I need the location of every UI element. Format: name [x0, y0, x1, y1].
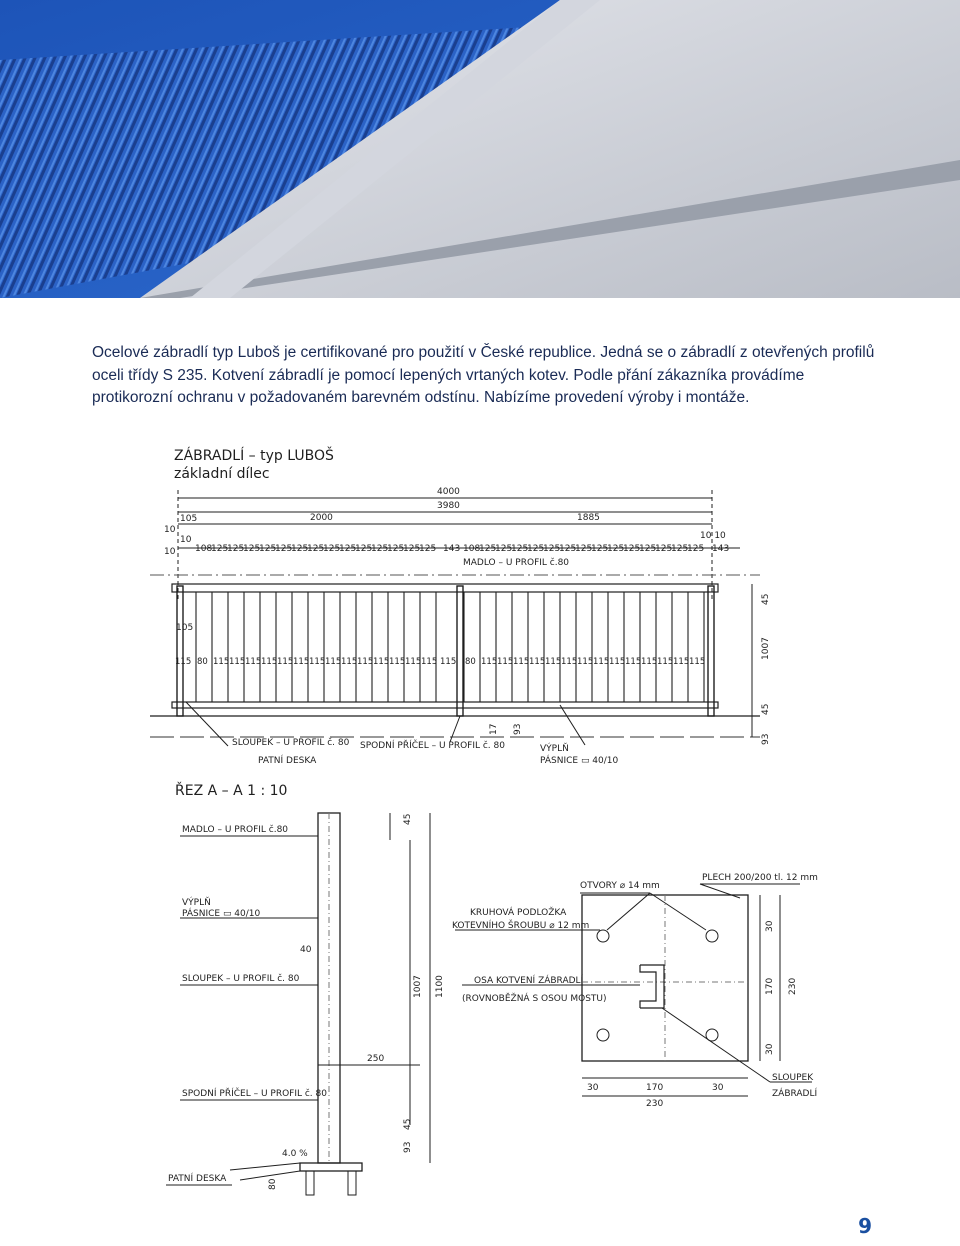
dim-10-10: 10 10 — [700, 531, 726, 541]
plate-dim-30a: 30 — [587, 1083, 599, 1093]
dim-125: 125 — [227, 544, 245, 554]
plate-label-axis-2: (ROVNOBĚŽNÁ S OSOU MOSTU) — [462, 994, 607, 1004]
dim-125: 125 — [639, 544, 657, 554]
dim-125: 125 — [259, 544, 277, 554]
dim-115: 115 — [277, 657, 294, 667]
sec-dim-250: 250 — [367, 1054, 385, 1064]
dim-125: 125 — [243, 544, 261, 554]
dim-125: 125 — [591, 544, 609, 554]
dim-80: 80 — [465, 657, 476, 667]
dim-115: 115 — [373, 657, 390, 667]
dim-125: 125 — [671, 544, 689, 554]
dim-125: 125 — [623, 544, 641, 554]
sec-label-infill: VÝPLŇ — [182, 898, 211, 908]
dim-115: 115 — [593, 657, 610, 667]
dim-125: 125 — [511, 544, 529, 554]
dim-115: 115 — [213, 657, 230, 667]
dim-1885: 1885 — [577, 513, 600, 523]
elevation-subtitle: základní dílec — [174, 466, 270, 482]
dim-115: 115 — [561, 657, 578, 667]
sec-dim-45b: 45 — [403, 1118, 413, 1130]
sec-label-handrail: MADLO – U PROFIL č.80 — [182, 825, 289, 835]
sec-label-flat-bar: PÁSNICE ▭ 40/10 — [182, 909, 261, 919]
plate-dim-h30a: 30 — [765, 920, 775, 932]
plate-dim-h170: 170 — [765, 977, 775, 995]
dim-115: 115 — [673, 657, 690, 667]
dim-115: 115 — [513, 657, 530, 667]
balusters — [196, 592, 704, 702]
intro-text: Ocelové zábradlí typ Luboš je certifikované pro použití v České republice. Jedná se o zábradlí z otevřených profilů oceli třídy S 235. Kotvení zábradlí je pomocí lepených vrtaných kotev. Podle přání zákazníka provádíme protikorozní ochranu v požadovaném barevném odstínu. Nabízíme provedení výroby i montáže. — [92, 344, 875, 406]
dim-80: 80 — [197, 657, 208, 667]
dim-125: 125 — [575, 544, 593, 554]
dim-115: 115 — [689, 657, 706, 667]
dim-115: 115 — [641, 657, 658, 667]
sec-label-post: SLOUPEK – U PROFIL č. 80 — [182, 974, 300, 984]
dim-125: 125 — [307, 544, 325, 554]
dim-125: 125 — [559, 544, 577, 554]
dim-125: 125 — [275, 544, 293, 554]
plate-label-sheet: PLECH 200/200 tl. 12 mm — [702, 873, 818, 883]
dim-125: 125 — [527, 544, 545, 554]
dim-125: 125 — [387, 544, 405, 554]
dim-125: 125 — [495, 544, 513, 554]
dim-125: 125 — [543, 544, 561, 554]
dim-125: 125 — [371, 544, 389, 554]
dim-115: 115 — [261, 657, 278, 667]
plate-label-washer-1: KRUHOVÁ PODLOŽKA — [470, 908, 567, 918]
dim-115: 115 — [609, 657, 626, 667]
dim-115: 115 — [481, 657, 498, 667]
dim-115: 115 — [245, 657, 262, 667]
plate-dim-h230: 230 — [788, 977, 798, 995]
dim-125: 125 — [607, 544, 625, 554]
sec-dim-1100: 1100 — [435, 975, 445, 998]
dim-115: 115 — [497, 657, 514, 667]
dim-125: 125 — [479, 544, 497, 554]
dim-115: 115 — [405, 657, 422, 667]
plate-label-axis-1: OSA KOTVENÍ ZÁBRADLÍ — [474, 976, 584, 986]
label-post: SLOUPEK – U PROFIL č. 80 — [232, 738, 350, 748]
sec-label-base-plate: PATNÍ DESKA — [168, 1174, 227, 1184]
dim-17: 17 — [489, 723, 499, 735]
sec-label-bottom-rail: SPODNÍ PŘÍČEL – U PROFIL č. 80 — [182, 1089, 327, 1099]
label-handrail: MADLO – U PROFIL č.80 — [463, 558, 570, 568]
dim-115: 115 — [309, 657, 326, 667]
dim-2000: 2000 — [310, 513, 333, 523]
dim-115: 115 — [293, 657, 310, 667]
dim-115: 115 — [657, 657, 674, 667]
plate-label-washer-2: KOTEVNÍHO ŠROUBU ⌀ 12 mm — [452, 921, 590, 931]
page-number: 9 — [858, 1214, 872, 1238]
sec-dim-45a: 45 — [403, 813, 413, 825]
dim-45-top: 45 — [761, 593, 771, 605]
plate-label-holes: OTVORY ⌀ 14 mm — [580, 881, 660, 891]
dim-115: 115 — [625, 657, 642, 667]
dim-115: 115 — [389, 657, 406, 667]
dim-115: 115 — [577, 657, 594, 667]
sec-dim-40: 40 — [300, 945, 312, 955]
dim-143: 143 — [712, 544, 730, 554]
dim-125: 125 — [419, 544, 437, 554]
label-bottom-rail: SPODNÍ PŘÍČEL – U PROFIL č. 80 — [360, 741, 505, 751]
dim-125: 125 — [687, 544, 705, 554]
dim-115: 115 — [421, 657, 438, 667]
technical-drawing — [0, 420, 960, 1246]
dim-125: 125 — [211, 544, 229, 554]
dim-45-bottom: 45 — [761, 703, 771, 715]
dim-125: 125 — [655, 544, 673, 554]
dim-10-inner: 10 — [180, 535, 192, 545]
plate-dim-170a: 170 — [646, 1083, 664, 1093]
dim-115: 115 — [545, 657, 562, 667]
dim-108: 108 — [195, 544, 213, 554]
dim-115: 115 — [229, 657, 246, 667]
section-title: ŘEZ A – A 1 : 10 — [175, 783, 288, 799]
dim-125: 125 — [323, 544, 341, 554]
dim-93-side: 93 — [761, 733, 771, 745]
sec-dim-80: 80 — [268, 1178, 278, 1190]
dim-93-mid: 93 — [513, 723, 523, 735]
dim-115: 115 — [357, 657, 374, 667]
label-flat-bar: PÁSNICE ▭ 40/10 — [540, 756, 619, 766]
dim-115: 115 — [341, 657, 358, 667]
elevation-title: ZÁBRADLÍ – typ LUBOŠ — [174, 448, 334, 464]
dim-4000: 4000 — [437, 487, 460, 497]
dim-125: 125 — [403, 544, 421, 554]
plate-label-post-2: ZÁBRADLÍ — [772, 1089, 818, 1099]
dim-10-left-b: 10 — [164, 547, 176, 557]
sec-dim-93: 93 — [403, 1141, 413, 1153]
dim-3980: 3980 — [437, 501, 460, 511]
dim-125: 125 — [339, 544, 357, 554]
dim-143: 143 — [443, 544, 461, 554]
dim-125: 125 — [355, 544, 373, 554]
dim-10-left: 10 — [164, 525, 176, 535]
dim-108: 108 — [463, 544, 481, 554]
plate-label-post-1: SLOUPEK — [772, 1073, 814, 1083]
plate-dim-30b: 30 — [712, 1083, 724, 1093]
dim-115: 115 — [325, 657, 342, 667]
label-base-plate: PATNÍ DESKA — [258, 756, 317, 766]
bridge-photo — [0, 0, 960, 298]
dim-105-top: 105 — [180, 514, 198, 524]
plate-dim-230a: 230 — [646, 1099, 664, 1109]
dim-115: 115 — [529, 657, 546, 667]
dim-105-mid: 105 — [176, 623, 194, 633]
plate-dim-h30b: 30 — [765, 1043, 775, 1055]
dim-115: 115 — [175, 657, 192, 667]
dim-115: 115 — [440, 657, 457, 667]
sec-slope: 4.0 % — [282, 1149, 308, 1159]
dim-1007: 1007 — [761, 637, 771, 660]
dim-125: 125 — [291, 544, 309, 554]
sec-dim-1007: 1007 — [413, 975, 423, 998]
label-infill: VÝPLŇ — [540, 744, 569, 754]
